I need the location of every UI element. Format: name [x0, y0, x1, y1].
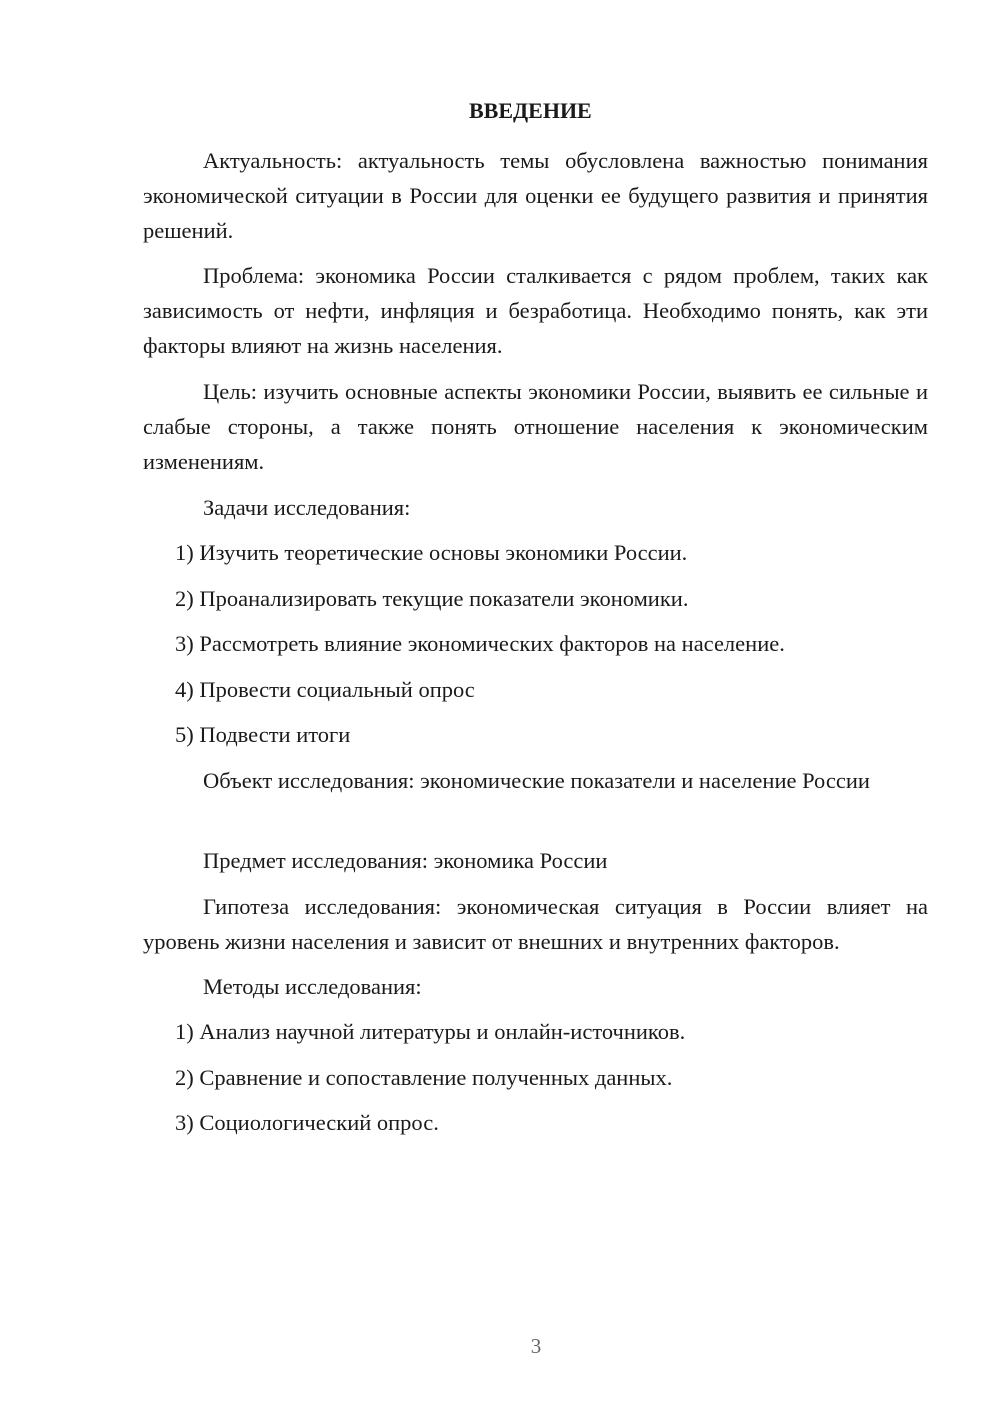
- page-number: 3: [530, 1334, 542, 1358]
- method-item-3: 3) Социологический опрос.: [175, 1110, 439, 1135]
- subject-paragraph: Предмет исследования: экономика России: [203, 848, 608, 873]
- task-item-3: 3) Рассмотреть влияние экономических факторов на население.: [175, 631, 785, 656]
- method-item-1: 1) Анализ научной литературы и онлайн-источников.: [175, 1019, 686, 1044]
- method-item-2: 2) Сравнение и сопоставление полученных данных.: [175, 1065, 673, 1090]
- goal-paragraph: Цель: изучить основные аспекты экономики России, выявить ее сильные и слабые стороны, а также понять отношение населения к экономическим изменениям.: [143, 379, 928, 474]
- methods-heading: Методы исследования:: [203, 974, 422, 999]
- tasks-heading: Задачи исследования:: [203, 495, 411, 520]
- object-paragraph: Объект исследования: экономические показатели и население России: [203, 768, 870, 793]
- relevance-paragraph: Актуальность: актуальность темы обусловлена важностью понимания экономической ситуации в России для оценки ее будущего развития и принятия решений.: [143, 148, 928, 243]
- problem-paragraph: Проблема: экономика России сталкивается с рядом проблем, таких как зависимость от нефти, инфляция и безработица. Необходимо понять, как эти факторы влияют на жизнь населения.: [143, 263, 928, 358]
- hypothesis-paragraph: Гипотеза исследования: экономическая ситуация в России влияет на уровень жизни населения и зависит от внешних и внутренних факторов.: [143, 894, 928, 954]
- task-item-1: 1) Изучить теоретические основы экономики России.: [175, 540, 688, 565]
- task-item-5: 5) Подвести итоги: [175, 722, 351, 747]
- task-item-2: 2) Проанализировать текущие показатели экономики.: [175, 586, 689, 611]
- section-title-text: ВВЕДЕНИЕ: [469, 98, 592, 123]
- task-item-4: 4) Провести социальный опрос: [175, 677, 475, 702]
- section-title: [72, 96, 1000, 126]
